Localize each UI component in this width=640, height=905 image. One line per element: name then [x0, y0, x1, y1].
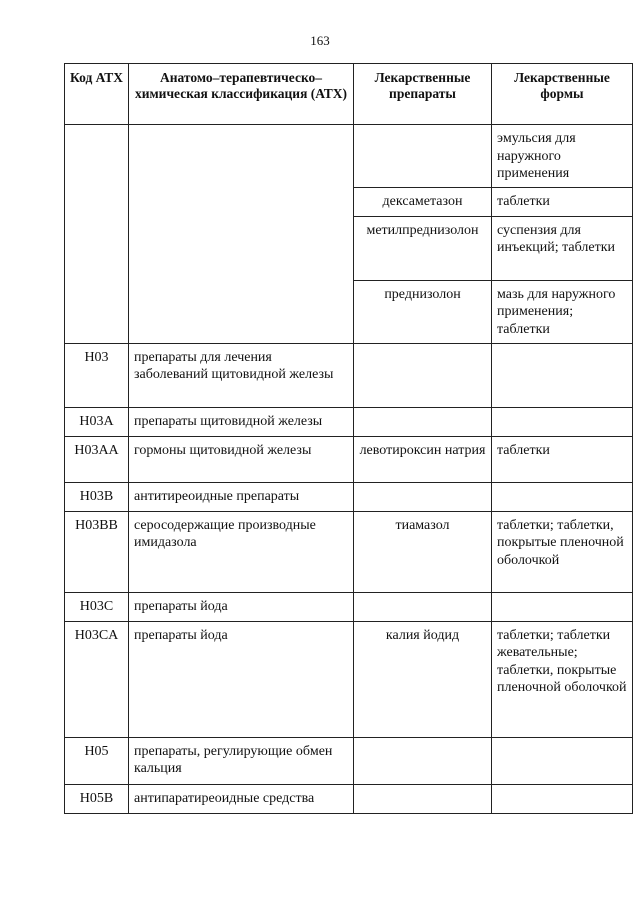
table-row [65, 592, 633, 621]
cell-code: H03B [65, 482, 129, 511]
cell-form: таблетки; таблетки, покрытые пленочной оболочкой [492, 511, 633, 592]
cell-code: H03C [65, 592, 129, 621]
header-drugs: Лекарственные препараты [354, 64, 492, 125]
cell-form: таблетки; таблетки жевательные; таблетки, покрытые пленочной оболочкой [492, 621, 633, 737]
cell-form: эмульсия для наружного применения [492, 125, 633, 188]
header-forms: Лекарственные формы [492, 64, 633, 125]
cell-classification: препараты щитовидной железы [129, 407, 354, 436]
cell-drug: левотироксин натрия [354, 436, 492, 482]
table-row [65, 511, 633, 592]
cell-drug [354, 592, 492, 621]
cell-code: H05 [65, 737, 129, 784]
cell-code: H03BB [65, 511, 129, 592]
table-row [65, 407, 633, 436]
atx-table [64, 63, 633, 814]
cell-code [65, 125, 129, 344]
cell-classification: препараты для лечения заболеваний щитовидной железы [129, 343, 354, 407]
cell-drug [354, 125, 492, 188]
cell-classification: препараты йода [129, 592, 354, 621]
table-row [65, 436, 633, 482]
cell-form: суспензия для инъекций; таблетки [492, 216, 633, 280]
cell-drug: калия йодид [354, 621, 492, 737]
cell-form [492, 343, 633, 407]
cell-form: таблетки [492, 436, 633, 482]
cell-form [492, 784, 633, 813]
cell-classification: препараты йода [129, 621, 354, 737]
cell-code: H03CA [65, 621, 129, 737]
cell-drug [354, 407, 492, 436]
cell-form: мазь для наружного применения; таблетки [492, 280, 633, 343]
cell-drug: метилпреднизолон [354, 216, 492, 280]
cell-drug [354, 343, 492, 407]
cell-code: H03 [65, 343, 129, 407]
cell-code: H03A [65, 407, 129, 436]
cell-classification [129, 125, 354, 344]
table-row [65, 482, 633, 511]
table-header-row [65, 64, 633, 125]
table-row [65, 343, 633, 407]
cell-form: таблетки [492, 187, 633, 216]
cell-classification: препараты, регулирующие обмен кальция [129, 737, 354, 784]
cell-classification: серосодержащие производные имидазола [129, 511, 354, 592]
table-row [65, 621, 633, 737]
page-number: 163 [310, 33, 330, 48]
cell-drug [354, 784, 492, 813]
cell-code: H05B [65, 784, 129, 813]
table-row [65, 737, 633, 784]
header-code: Код АТХ [65, 64, 129, 125]
cell-form [492, 737, 633, 784]
cell-drug: преднизолон [354, 280, 492, 343]
cell-classification: гормоны щитовидной железы [129, 436, 354, 482]
cell-classification: антипаратиреоидные средства [129, 784, 354, 813]
cell-classification: антитиреоидные препараты [129, 482, 354, 511]
cell-drug [354, 737, 492, 784]
cell-code: H03AA [65, 436, 129, 482]
header-classification: Анатомо–терапевтическо–химическая классификация (АТХ) [129, 64, 354, 125]
table-row [65, 125, 633, 188]
cell-drug: дексаметазон [354, 187, 492, 216]
cell-form [492, 407, 633, 436]
table-row [65, 784, 633, 813]
cell-form [492, 592, 633, 621]
cell-drug [354, 482, 492, 511]
cell-form [492, 482, 633, 511]
cell-drug: тиамазол [354, 511, 492, 592]
